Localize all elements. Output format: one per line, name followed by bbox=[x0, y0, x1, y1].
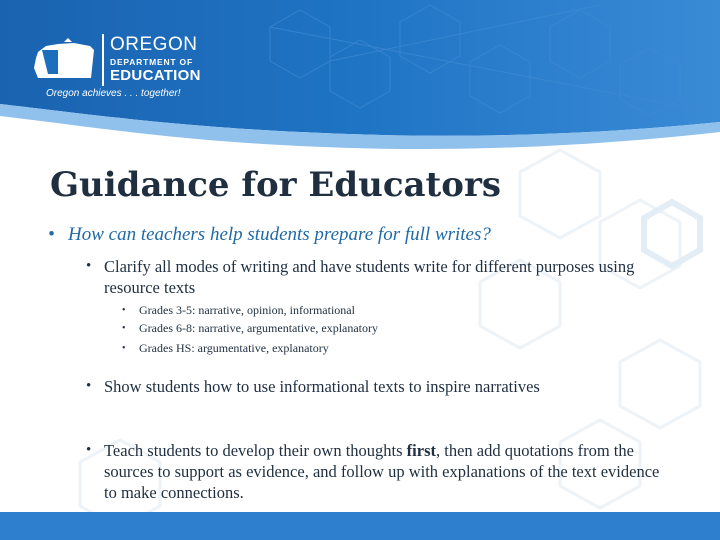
slide-title: Guidance for Educators bbox=[50, 165, 501, 205]
point-text: Show students how to use informational texts to inspire narratives bbox=[104, 377, 540, 396]
point-text-end: , then add quotations from the sources to support as evidence, and follow up with explanations of the text evidence to make connections. bbox=[104, 441, 660, 502]
grade-text: Grades 3-5: narrative, opinion, informational bbox=[139, 303, 355, 317]
point-text-start: Teach students to develop their own thoughts bbox=[104, 441, 407, 460]
bullet-icon: • bbox=[122, 343, 126, 354]
bullet-icon: • bbox=[86, 378, 92, 394]
logo-tagline: Oregon achieves . . . together! bbox=[46, 88, 181, 99]
bullet-icon: • bbox=[86, 442, 92, 458]
footer-bar bbox=[0, 512, 720, 540]
bullet-icon: • bbox=[48, 224, 55, 245]
logo-education-text: EDUCATION bbox=[110, 67, 201, 84]
point-item bbox=[86, 440, 676, 503]
logo-oregon-text: OREGON bbox=[110, 34, 198, 55]
grade-text: Grades 6-8: narrative, argumentative, explanatory bbox=[139, 321, 379, 335]
grade-item bbox=[122, 302, 622, 319]
point-item bbox=[86, 376, 676, 397]
bullet-icon: • bbox=[122, 323, 126, 334]
point-text bbox=[104, 440, 676, 503]
point-text: Clarify all modes of writing and have students write for different purposes using resource texts bbox=[104, 257, 635, 297]
grade-item bbox=[122, 320, 622, 337]
bullet-icon: • bbox=[122, 305, 126, 316]
grade-item bbox=[122, 340, 622, 357]
question-text: How can teachers help students prepare for full writes? bbox=[68, 224, 491, 245]
emphasis-text: first bbox=[406, 441, 436, 460]
point-item bbox=[86, 256, 676, 298]
logo-department-text: DEPARTMENT OF bbox=[110, 57, 193, 67]
bullet-icon: • bbox=[86, 258, 92, 274]
grade-text: Grades HS: argumentative, explanatory bbox=[139, 341, 329, 355]
